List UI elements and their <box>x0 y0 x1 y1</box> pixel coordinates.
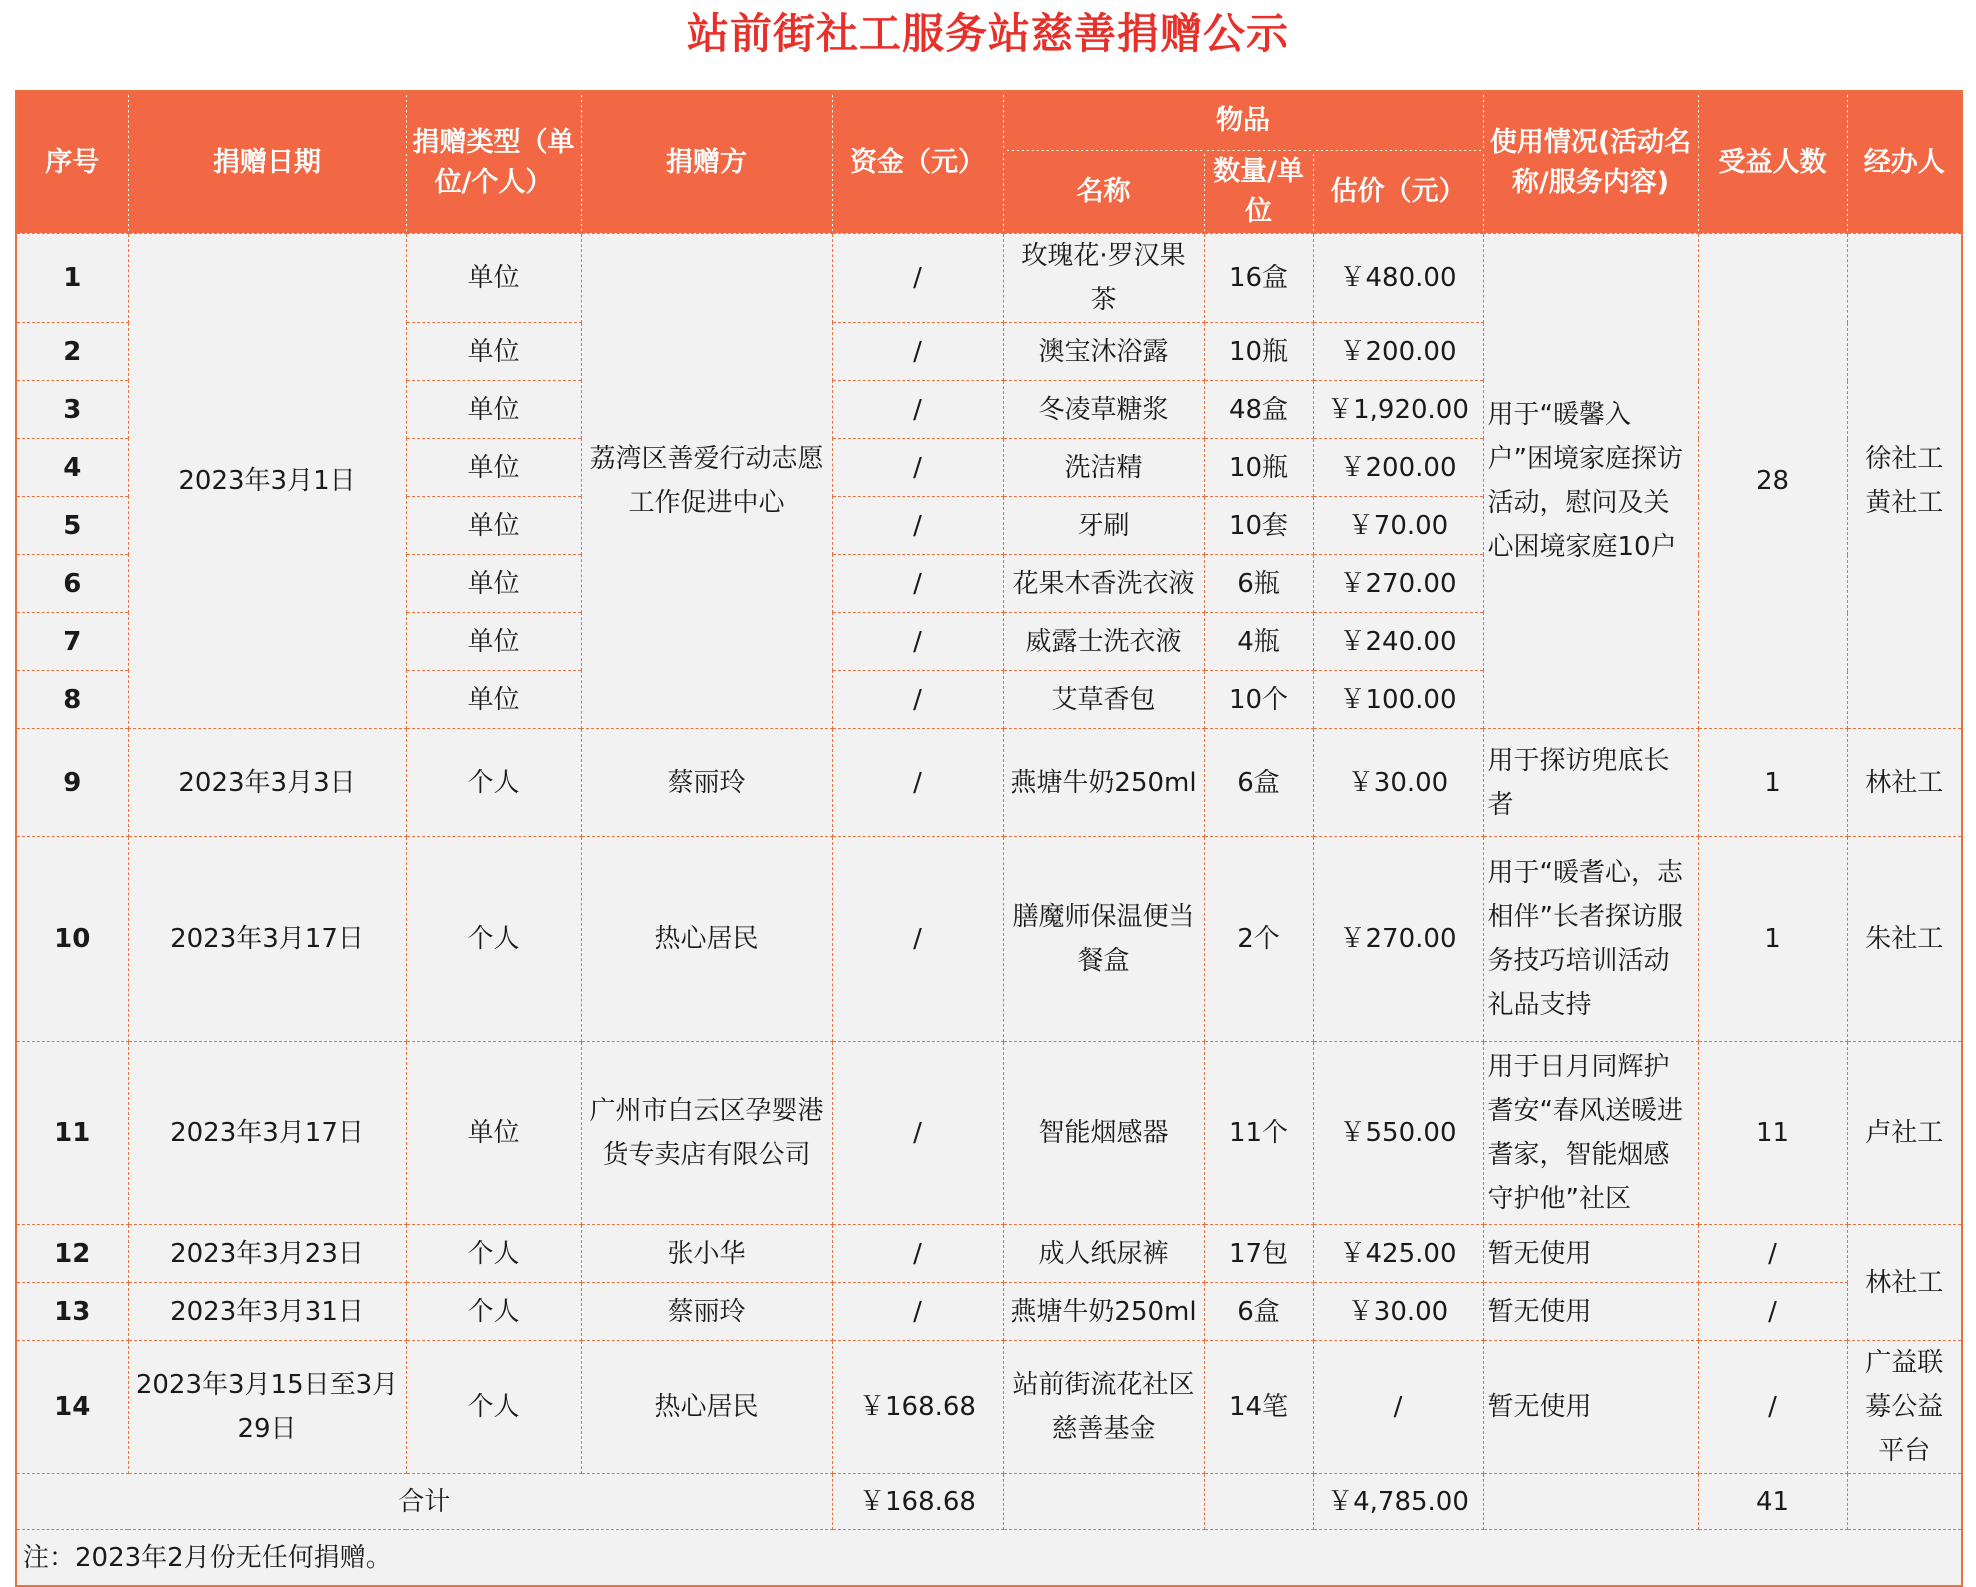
header-funds: 资金（元） <box>832 91 1003 234</box>
cell-item-name: 成人纸尿裤 <box>1003 1225 1204 1283</box>
cell-date: 2023年3月17日 <box>128 1042 406 1225</box>
total-funds: ￥168.68 <box>832 1474 1003 1530</box>
cell-usage: 暂无使用 <box>1483 1283 1698 1341</box>
table-row <box>16 1341 1962 1474</box>
header-type: 捐赠类型（单位/个人） <box>406 91 581 234</box>
cell-donor: 热心居民 <box>581 1341 832 1474</box>
cell-date: 2023年3月23日 <box>128 1225 406 1283</box>
cell-estimate: ￥270.00 <box>1313 837 1483 1042</box>
cell-beneficiaries: / <box>1698 1341 1847 1474</box>
cell-donor: 张小华 <box>581 1225 832 1283</box>
cell-item-name: 花果木香洗衣液 <box>1003 555 1204 613</box>
header-estimate: 估价（元） <box>1313 151 1483 234</box>
header-usage: 使用情况(活动名称/服务内容) <box>1483 91 1698 234</box>
cell-seq: 9 <box>16 729 128 837</box>
cell-quantity: 4瓶 <box>1204 613 1313 671</box>
donation-table <box>15 90 1963 1587</box>
cell-type: 个人 <box>406 1225 581 1283</box>
cell-seq: 2 <box>16 323 128 381</box>
cell-type: 个人 <box>406 837 581 1042</box>
table-row <box>16 729 1962 837</box>
cell-beneficiaries: 1 <box>1698 729 1847 837</box>
cell-item-name: 牙刷 <box>1003 497 1204 555</box>
total-label: 合计 <box>16 1474 832 1530</box>
cell-funds: / <box>832 1225 1003 1283</box>
cell-usage: 用于“暖耆心，志相伴”长者探访服务技巧培训活动礼品支持 <box>1483 837 1698 1042</box>
cell-funds: / <box>832 555 1003 613</box>
cell-quantity: 48盒 <box>1204 381 1313 439</box>
cell-type: 单位 <box>406 497 581 555</box>
cell-usage: 用于探访兜底长者 <box>1483 729 1698 837</box>
page-title: 站前街社工服务站慈善捐赠公示 <box>686 9 1289 58</box>
cell-item-name: 燕塘牛奶250ml <box>1003 729 1204 837</box>
cell-item-name: 智能烟感器 <box>1003 1042 1204 1225</box>
cell-estimate: ￥70.00 <box>1313 497 1483 555</box>
cell-estimate: ￥240.00 <box>1313 613 1483 671</box>
cell-quantity: 10个 <box>1204 671 1313 729</box>
header-handler: 经办人 <box>1847 91 1962 234</box>
cell-usage: 暂无使用 <box>1483 1341 1698 1474</box>
cell-estimate: ￥30.00 <box>1313 729 1483 837</box>
cell-handler: 徐社工 黄社工 <box>1847 234 1962 729</box>
cell-donor: 蔡丽玲 <box>581 1283 832 1341</box>
cell-funds: / <box>832 234 1003 323</box>
cell-quantity: 2个 <box>1204 837 1313 1042</box>
cell-quantity: 11个 <box>1204 1042 1313 1225</box>
cell-seq: 13 <box>16 1283 128 1341</box>
cell-item-name: 站前街流花社区慈善基金 <box>1003 1341 1204 1474</box>
cell-quantity: 6盒 <box>1204 729 1313 837</box>
cell-item-name: 燕塘牛奶250ml <box>1003 1283 1204 1341</box>
cell-usage: 用于日月同辉护耆安“春风送暖进耆家，智能烟感守护他”社区 <box>1483 1042 1698 1225</box>
total-empty-handler <box>1847 1474 1962 1530</box>
cell-estimate: ￥550.00 <box>1313 1042 1483 1225</box>
cell-item-name: 威露士洗衣液 <box>1003 613 1204 671</box>
cell-handler: 林社工 <box>1847 1225 1962 1341</box>
cell-funds: / <box>832 1042 1003 1225</box>
cell-handler: 朱社工 <box>1847 837 1962 1042</box>
cell-estimate: ￥1,920.00 <box>1313 381 1483 439</box>
table-row <box>16 234 1962 323</box>
cell-type: 单位 <box>406 439 581 497</box>
header-date: 捐赠日期 <box>128 91 406 234</box>
total-empty-qty <box>1204 1474 1313 1530</box>
cell-quantity: 16盒 <box>1204 234 1313 323</box>
cell-estimate: ￥270.00 <box>1313 555 1483 613</box>
note-row <box>16 1530 1962 1587</box>
cell-estimate: ￥200.00 <box>1313 439 1483 497</box>
cell-donor: 广州市白云区孕婴港货专卖店有限公司 <box>581 1042 832 1225</box>
cell-beneficiaries: 1 <box>1698 837 1847 1042</box>
cell-estimate: / <box>1313 1341 1483 1474</box>
cell-date: 2023年3月15日至3月29日 <box>128 1341 406 1474</box>
cell-quantity: 14笔 <box>1204 1341 1313 1474</box>
cell-quantity: 17包 <box>1204 1225 1313 1283</box>
cell-item-name: 膳魔师保温便当餐盒 <box>1003 837 1204 1042</box>
cell-type: 单位 <box>406 381 581 439</box>
cell-seq: 4 <box>16 439 128 497</box>
cell-item-name: 玫瑰花·罗汉果茶 <box>1003 234 1204 323</box>
total-row <box>16 1474 1962 1530</box>
note-text: 注：2023年2月份无任何捐赠。 <box>16 1530 1962 1587</box>
cell-beneficiaries: / <box>1698 1225 1847 1283</box>
cell-quantity: 10瓶 <box>1204 323 1313 381</box>
cell-handler: 广益联募公益平台 <box>1847 1341 1962 1474</box>
cell-type: 个人 <box>406 1341 581 1474</box>
cell-funds: / <box>832 323 1003 381</box>
total-empty-usage <box>1483 1474 1698 1530</box>
cell-seq: 11 <box>16 1042 128 1225</box>
cell-quantity: 10套 <box>1204 497 1313 555</box>
table-row <box>16 837 1962 1042</box>
cell-usage: 暂无使用 <box>1483 1225 1698 1283</box>
cell-item-name: 冬凌草糖浆 <box>1003 381 1204 439</box>
cell-funds: / <box>832 729 1003 837</box>
cell-beneficiaries: 28 <box>1698 234 1847 729</box>
cell-estimate: ￥425.00 <box>1313 1225 1483 1283</box>
cell-estimate: ￥480.00 <box>1313 234 1483 323</box>
cell-seq: 8 <box>16 671 128 729</box>
cell-estimate: ￥200.00 <box>1313 323 1483 381</box>
cell-seq: 3 <box>16 381 128 439</box>
cell-seq: 1 <box>16 234 128 323</box>
cell-usage: 用于“暖馨入户”困境家庭探访活动，慰问及关心困境家庭10户 <box>1483 234 1698 729</box>
cell-quantity: 6盒 <box>1204 1283 1313 1341</box>
cell-seq: 12 <box>16 1225 128 1283</box>
cell-type: 单位 <box>406 613 581 671</box>
cell-date: 2023年3月1日 <box>128 234 406 729</box>
header-donor: 捐赠方 <box>581 91 832 234</box>
cell-donor: 热心居民 <box>581 837 832 1042</box>
header-beneficiaries: 受益人数 <box>1698 91 1847 234</box>
cell-type: 单位 <box>406 234 581 323</box>
cell-funds: / <box>832 837 1003 1042</box>
cell-funds: / <box>832 439 1003 497</box>
cell-item-name: 洗洁精 <box>1003 439 1204 497</box>
cell-funds: / <box>832 613 1003 671</box>
cell-type: 单位 <box>406 555 581 613</box>
cell-seq: 10 <box>16 837 128 1042</box>
cell-type: 个人 <box>406 1283 581 1341</box>
total-beneficiaries: 41 <box>1698 1474 1847 1530</box>
cell-quantity: 10瓶 <box>1204 439 1313 497</box>
cell-seq: 14 <box>16 1341 128 1474</box>
cell-date: 2023年3月3日 <box>128 729 406 837</box>
total-estimate: ￥4,785.00 <box>1313 1474 1483 1530</box>
cell-donor: 荔湾区善爱行动志愿工作促进中心 <box>581 234 832 729</box>
cell-estimate: ￥100.00 <box>1313 671 1483 729</box>
cell-seq: 6 <box>16 555 128 613</box>
cell-funds: / <box>832 497 1003 555</box>
table-row <box>16 1225 1962 1283</box>
cell-type: 单位 <box>406 671 581 729</box>
header-seq: 序号 <box>16 91 128 234</box>
cell-date: 2023年3月17日 <box>128 837 406 1042</box>
cell-beneficiaries: 11 <box>1698 1042 1847 1225</box>
cell-date: 2023年3月31日 <box>128 1283 406 1341</box>
header-quantity: 数量/单位 <box>1204 151 1313 234</box>
header-items: 物品 <box>1003 91 1483 151</box>
cell-funds: / <box>832 1283 1003 1341</box>
cell-quantity: 6瓶 <box>1204 555 1313 613</box>
total-empty-name <box>1003 1474 1204 1530</box>
cell-funds: ￥168.68 <box>832 1341 1003 1474</box>
cell-handler: 卢社工 <box>1847 1042 1962 1225</box>
cell-type: 单位 <box>406 1042 581 1225</box>
cell-seq: 7 <box>16 613 128 671</box>
cell-type: 个人 <box>406 729 581 837</box>
header-item-name: 名称 <box>1003 151 1204 234</box>
cell-type: 单位 <box>406 323 581 381</box>
cell-estimate: ￥30.00 <box>1313 1283 1483 1341</box>
cell-beneficiaries: / <box>1698 1283 1847 1341</box>
cell-handler: 林社工 <box>1847 729 1962 837</box>
cell-seq: 5 <box>16 497 128 555</box>
cell-item-name: 艾草香包 <box>1003 671 1204 729</box>
cell-funds: / <box>832 381 1003 439</box>
cell-funds: / <box>832 671 1003 729</box>
table-row <box>16 1042 1962 1225</box>
cell-donor: 蔡丽玲 <box>581 729 832 837</box>
cell-item-name: 澳宝沐浴露 <box>1003 323 1204 381</box>
table-row <box>16 1283 1962 1341</box>
